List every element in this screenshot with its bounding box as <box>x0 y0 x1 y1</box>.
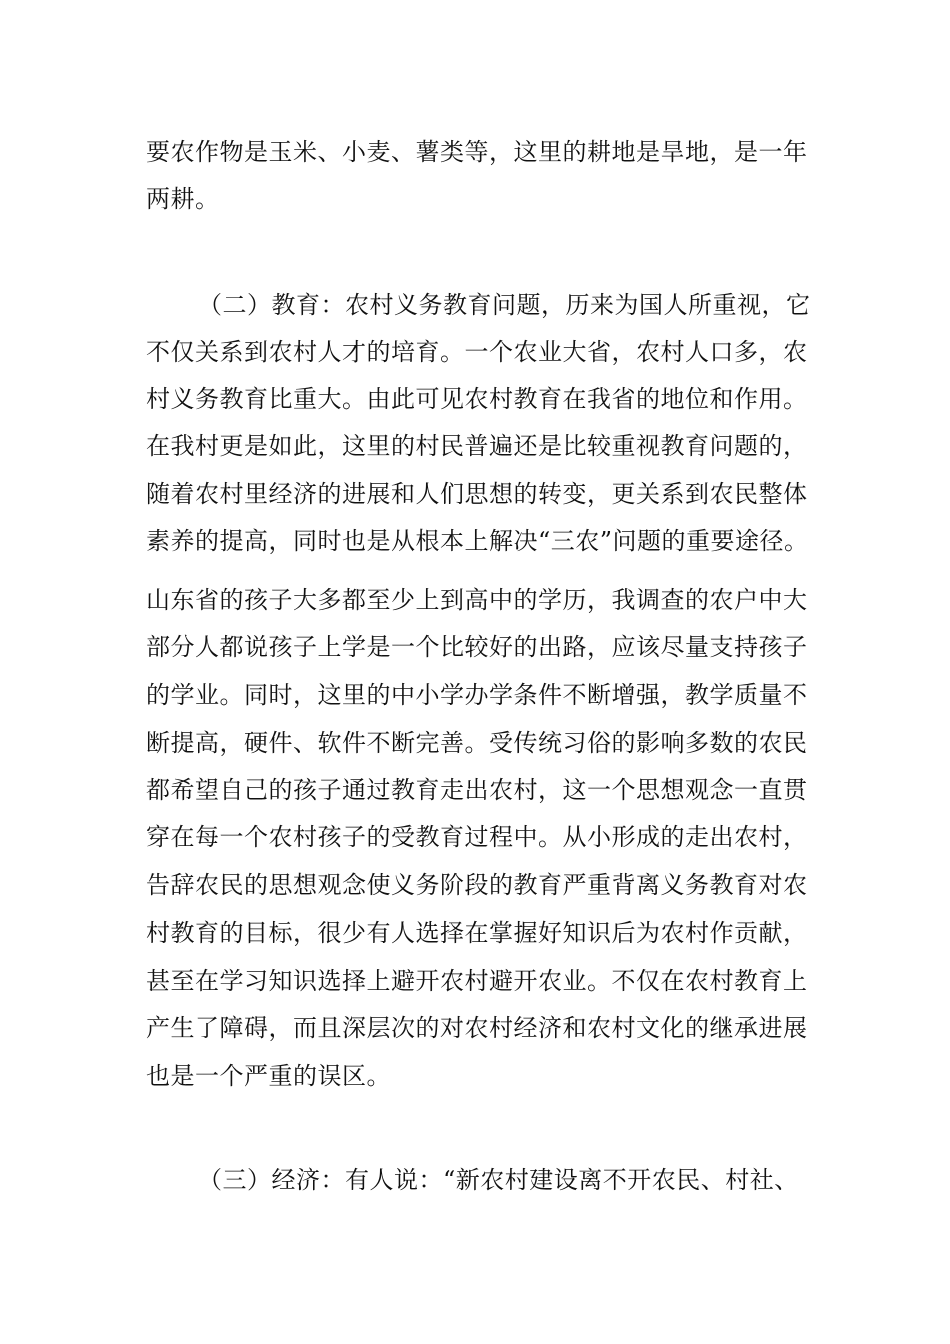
text-line: 也是一个严重的误区。 <box>146 1062 391 1090</box>
text-line: 随着农村里经济的进展和人们思想的转变，更关系到农民整体 <box>146 480 808 508</box>
text-line: 素养的提高，同时也是从根本上解决“三农”问题的重要途径。 <box>146 527 809 555</box>
text-line: 产生了障碍，而且深层次的对农村经济和农村文化的继承进展 <box>146 1014 808 1042</box>
text-line: 告辞农民的思想观念使义务阶段的教育严重背离义务教育对农 <box>146 871 808 899</box>
text-line: 甚至在学习知识选择上避开农村避开农业。不仅在农村教育上 <box>146 967 808 995</box>
text-line: 不仅关系到农村人才的培育。一个农业大省，农村人口多，农 <box>146 338 808 366</box>
text-line: （二）教育：农村义务教育问题，历来为国人所重视，它 <box>198 291 811 319</box>
text-line: 在我村更是如此，这里的村民普遍还是比较重视教育问题的， <box>146 432 808 460</box>
text-line: 断提高，硬件、软件不断完善。受传统习俗的影响多数的农民 <box>146 729 808 757</box>
text-line: 要农作物是玉米、小麦、薯类等，这里的耕地是旱地，是一年 <box>146 138 808 166</box>
text-line: 的学业。同时，这里的中小学办学条件不断增强，教学质量不 <box>146 681 808 709</box>
text-line: 两耕。 <box>146 185 220 213</box>
text-line: （三）经济：有人说：“新农村建设离不开农民、村社、 <box>198 1166 799 1194</box>
text-line: 部分人都说孩子上学是一个比较好的出路，应该尽量支持孩子 <box>146 633 808 661</box>
text-line: 村教育的目标，很少有人选择在掌握好知识后为农村作贡献， <box>146 919 808 947</box>
text-line: 村义务教育比重大。由此可见农村教育在我省的地位和作用。 <box>146 385 808 413</box>
text-line: 都希望自己的孩子通过教育走出农村，这一个思想观念一直贯 <box>146 776 808 804</box>
text-line: 山东省的孩子大多都至少上到高中的学历，我调查的农户中大 <box>146 586 808 614</box>
text-line: 穿在每一个农村孩子的受教育过程中。从小形成的走出农村， <box>146 823 808 851</box>
